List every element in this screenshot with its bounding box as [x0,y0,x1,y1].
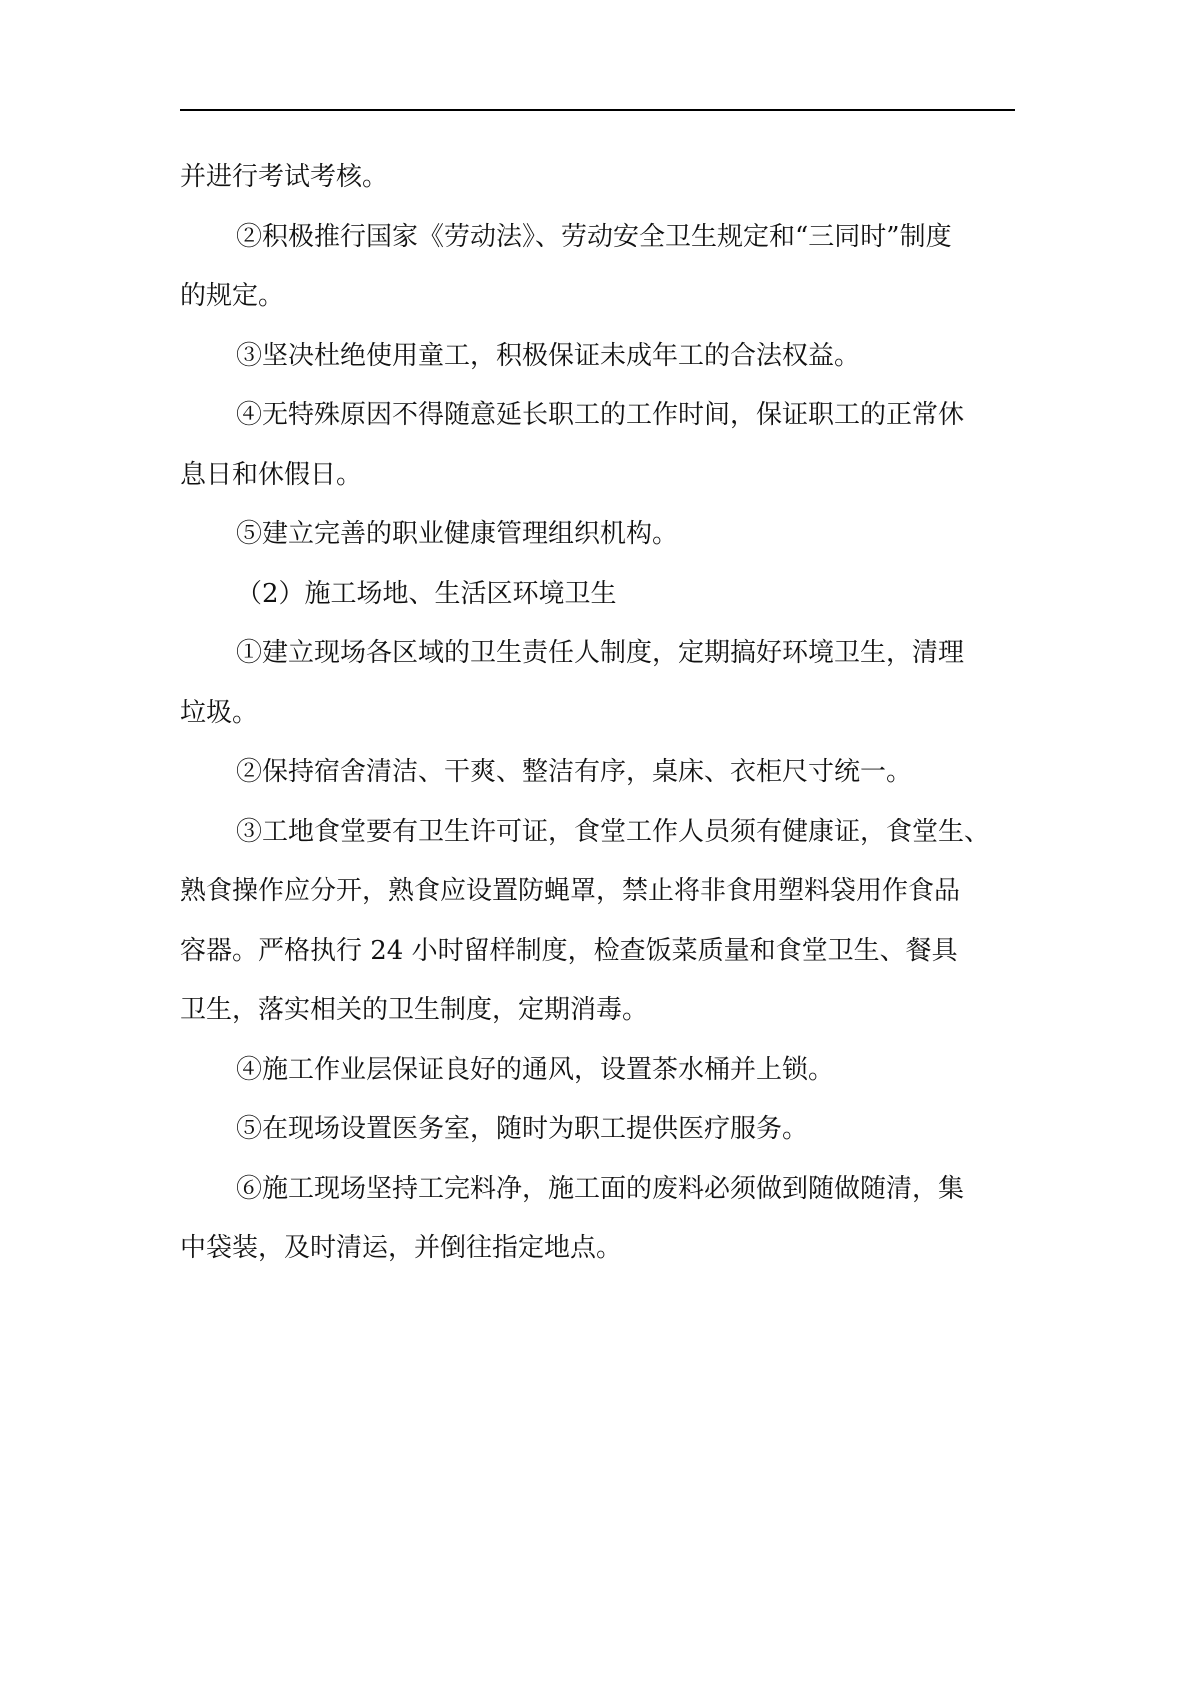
text-line: 息日和休假日。 [180,459,363,490]
text-line: （2）施工场地、生活区环境卫生 [236,578,617,609]
text-line: ②保持宿舍清洁、干爽、整洁有序，桌床、衣柜尺寸统一。 [236,757,913,787]
text-line: ③工地食堂要有卫生许可证，食堂工作人员须有健康证，食堂生、 [236,816,991,847]
paragraph [180,1100,1060,1160]
text-line: 垃圾。 [180,697,259,728]
text-line: 容器。严格执行 24 小时留样制度，检查饭菜质量和食堂卫生、餐具 [180,935,958,966]
text-line: ④无特殊原因不得随意延长职工的工作时间，保证职工的正常休 [236,400,965,430]
paragraph [180,743,1060,803]
text-line: ③坚决杜绝使用童工，积极保证未成年工的合法权益。 [236,340,861,371]
text-line: ⑤在现场设置医务室，随时为职工提供医疗服务。 [236,1114,809,1144]
text-line: ⑥施工现场坚持工完料净，施工面的废料必须做到随做随清，集 [236,1173,965,1204]
paragraph [180,1160,1060,1279]
text-line: ②积极推行国家《劳动法》、劳动安全卫生规定和“三同时”制度 [236,221,952,252]
header-rule [180,109,1015,111]
text-line: 并进行考试考核。 [180,162,389,192]
text-line: ⑤建立完善的职业健康管理组织机构。 [236,519,679,549]
paragraph [180,208,1060,327]
text-line: 熟食操作应分开，熟食应设置防蝇罩，禁止将非食用塑料袋用作食品 [180,876,961,906]
paragraph [180,1041,1060,1101]
paragraph [180,505,1060,565]
paragraph [180,148,1060,208]
body-text [180,148,1060,1279]
text-line: 卫生，落实相关的卫生制度，定期消毒。 [180,995,649,1025]
section-heading [180,565,1060,625]
paragraph [180,386,1060,505]
text-line: 的规定。 [180,281,285,311]
text-line: 中袋装，及时清运，并倒往指定地点。 [180,1233,623,1263]
text-line: ④施工作业层保证良好的通风，设置茶水桶并上锁。 [236,1054,835,1085]
paragraph [180,803,1060,1041]
text-line: ①建立现场各区域的卫生责任人制度，定期搞好环境卫生，清理 [236,638,965,668]
paragraph [180,624,1060,743]
paragraph [180,327,1060,387]
